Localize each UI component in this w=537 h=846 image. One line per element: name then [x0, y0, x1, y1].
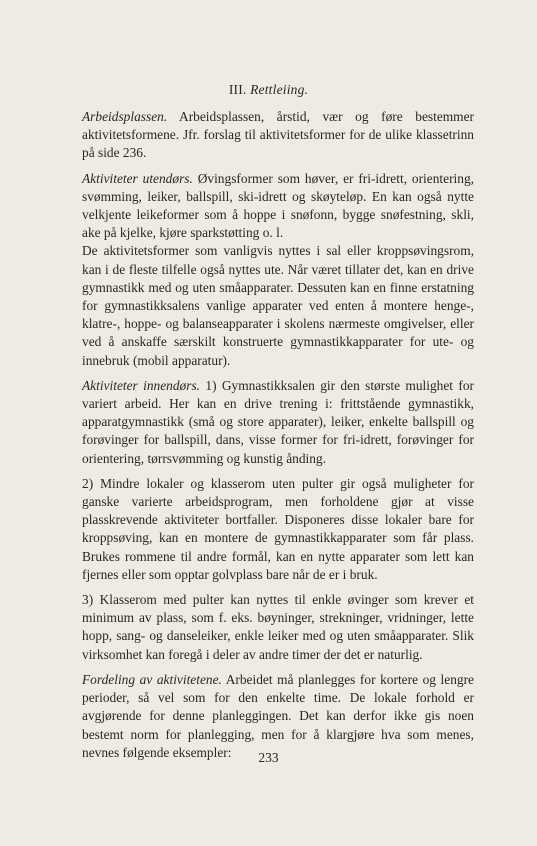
- paragraph-mindre-lokaler: [82, 475, 474, 584]
- paragraph-body: 3) Klasserom med pulter kan nyttes til enkle øvinger som krever et minimum av plass, som f. eks. bøyninger, strekninger, vridninger, lette hopp, sang- og danseleiker, enkle leiker med og uten småapparater. Slik virksomhet kan foregå i deler av andre timer der det er naturlig.: [82, 592, 474, 662]
- paragraph-lead: Aktiviteter innendørs.: [82, 377, 201, 393]
- paragraph-aktiviteter-utendors: [82, 170, 474, 243]
- paragraph-aktivitetsformer: [82, 242, 474, 369]
- paragraph-arbeidsplassen: [82, 108, 474, 163]
- chapter-title: Rettleiing.: [250, 82, 309, 97]
- paragraph-lead: Fordeling av aktivitetene.: [82, 671, 222, 687]
- body-text: [82, 108, 474, 769]
- paragraph-body: De aktivitetsformer som vanligvis nyttes i sal eller kroppsøvingsrom, kan i de fleste tilfelle også nyttes ute. Når været tillater det, kan en drive gymnastikk med og uten småapparater. Dessuten kan en finne erstatning for gymnastikksalens vanlige apparater ved enten å montere henge-, klatre-, hoppe- og balanseapparater i skolens nærmeste omgivelser, eller ved å anskaffe særskilt konstruerte gymnastikkapparater for ute- og innebruk (mobil apparatur).: [82, 243, 474, 368]
- paragraph-body: Arbeidet må planlegges for kortere og lengre perioder, så vel som for den enkelte time. De lokale forhold er avgjørende for denne planleggingen. Det kan derfor ikke gis noen bestemt norm for planlegging, men for å klargjøre hva som menes, nevnes følgende eksempler:: [82, 671, 475, 760]
- chapter-number: III.: [228, 82, 247, 97]
- paragraph-body: Arbeidsplassen, årstid, vær og føre bestemmer aktivitetsformene. Jfr. forslag til aktivitetsformer for de ulike klassetrinn på side 236.: [82, 109, 474, 161]
- paragraph-lead: Aktiviteter utendørs.: [82, 170, 193, 186]
- paragraph-body: Øvingsformer som høver, er fri-idrett, orientering, svømming, leiker, ballspill, ski-idrett og skøyteløp. En kan også nytte velkjente leikeformer som å hoppe i snøfonn, bygge snøfestning, skli, ake på kjelke, kjøre sparkstøtting o. l.: [82, 170, 474, 241]
- page-number: 233: [258, 750, 279, 765]
- paragraph-body: 1) Gymnastikksalen gir den største mulighet for variert arbeid. Her kan en drive trening i: frittstående gymnastikk, apparatgymnastikk (små og store apparater), leiker, enkelte ballspill og forøvinger for ballspill, dans, visse former for fri-idrett, forøvinger for orientering, tørrsvømming og kunstig ånding.: [82, 377, 474, 466]
- paragraph-klasserom-pulter: [82, 591, 474, 664]
- paragraph-fordeling: [82, 671, 474, 762]
- paragraph-lead: Arbeidsplassen.: [82, 109, 168, 124]
- chapter-header: [0, 82, 537, 98]
- paragraph-body: 2) Mindre lokaler og klasserom uten pulter gir også muligheter for ganske varierte arbeidsprogram, men forholdene gjør at visse plasskrevende aktiviteter bortfaller. Disponeres disse lokaler bare for kroppsøving, kan en montere de gymnastikkapparater som får plass. Brukes rommene til andre formål, kan en nytte apparater som lett kan fjernes eller som opptar golvplass bare når de er i bruk.: [82, 475, 474, 582]
- paragraph-aktiviteter-innendors: [82, 377, 474, 468]
